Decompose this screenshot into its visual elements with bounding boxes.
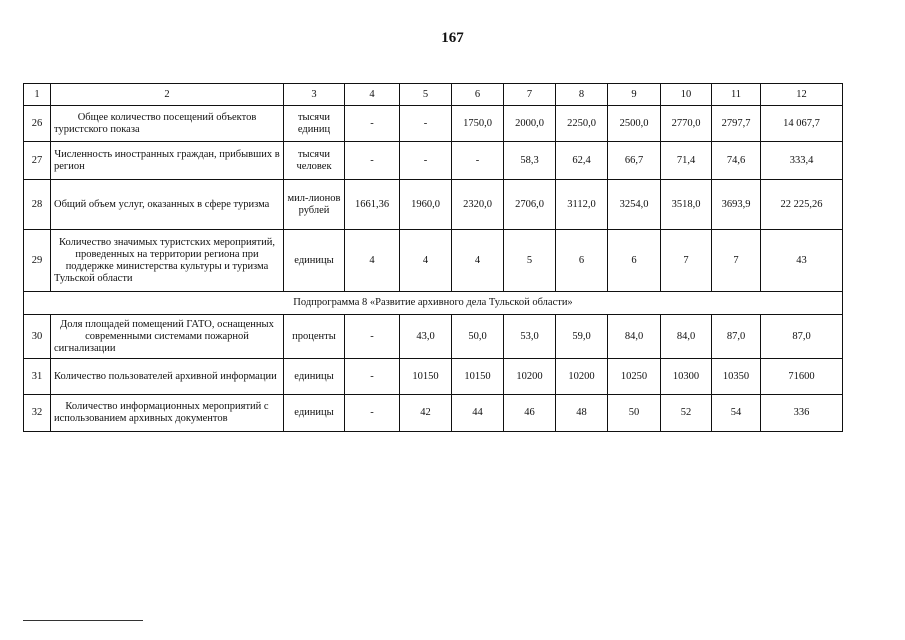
col-header: 1 [24,84,51,106]
value-cell: 1960,0 [400,180,452,230]
col-header: 8 [556,84,608,106]
value-cell: 4 [400,230,452,292]
value-cell: 3693,9 [712,180,761,230]
value-cell: 54 [712,395,761,432]
col-header: 2 [51,84,284,106]
value-cell: 7 [661,230,712,292]
value-cell: 43 [761,230,843,292]
value-cell: 2797,7 [712,106,761,142]
value-cell: 10300 [661,359,712,395]
value-cell: 3254,0 [608,180,661,230]
indicator-name: Общий объем услуг, оказанных в сфере туризма [51,180,284,230]
indicator-name: Количество пользователей архивной информации [51,359,284,395]
value-cell: 1750,0 [452,106,504,142]
value-cell: 71,4 [661,142,712,180]
page-number: 167 [441,30,464,46]
header-row [24,84,843,106]
indicator-name: Количество информационных мероприятий с использованием архивных документов [51,395,284,432]
indicator-name: Доля площадей помещений ГАТО, оснащенных современными системами пожарной сигнализации [51,315,284,359]
row-number: 30 [24,315,51,359]
value-cell: 66,7 [608,142,661,180]
value-cell: 84,0 [608,315,661,359]
value-cell: 59,0 [556,315,608,359]
unit: единицы [284,230,345,292]
value-cell: 42 [400,395,452,432]
value-cell: 2500,0 [608,106,661,142]
table-row [24,395,843,432]
value-cell: - [400,106,452,142]
value-cell: 6 [556,230,608,292]
value-cell: - [345,395,400,432]
unit: тысячи единиц [284,106,345,142]
value-cell: 10200 [556,359,608,395]
value-cell: 71600 [761,359,843,395]
value-cell: 2770,0 [661,106,712,142]
value-cell: 48 [556,395,608,432]
subprogram-row [24,292,843,315]
value-cell: - [345,359,400,395]
value-cell: 22 225,26 [761,180,843,230]
col-header: 4 [345,84,400,106]
value-cell: 10150 [452,359,504,395]
value-cell: 2250,0 [556,106,608,142]
value-cell: 50 [608,395,661,432]
value-cell: 58,3 [504,142,556,180]
value-cell: 3518,0 [661,180,712,230]
value-cell: 84,0 [661,315,712,359]
value-cell: - [345,142,400,180]
table-row [24,106,843,142]
value-cell: 5 [504,230,556,292]
value-cell: 87,0 [761,315,843,359]
value-cell: 2320,0 [452,180,504,230]
table-row [24,142,843,180]
value-cell: 62,4 [556,142,608,180]
subprogram-title: Подпрограмма 8 «Развитие архивного дела Тульской области» [24,292,843,315]
unit: мил-лионов рублей [284,180,345,230]
col-header: 12 [761,84,843,106]
value-cell: - [452,142,504,180]
value-cell: 10200 [504,359,556,395]
row-number: 28 [24,180,51,230]
row-number: 32 [24,395,51,432]
col-header: 9 [608,84,661,106]
value-cell: 53,0 [504,315,556,359]
value-cell: 4 [345,230,400,292]
table-row [24,230,843,292]
indicator-name: Численность иностранных граждан, прибывших в регион [51,142,284,180]
value-cell: 50,0 [452,315,504,359]
value-cell: 1661,36 [345,180,400,230]
unit: проценты [284,315,345,359]
col-header: 5 [400,84,452,106]
table-row [24,180,843,230]
value-cell: 7 [712,230,761,292]
col-header: 11 [712,84,761,106]
col-header: 6 [452,84,504,106]
unit: единицы [284,359,345,395]
value-cell: 14 067,7 [761,106,843,142]
col-header: 7 [504,84,556,106]
value-cell: 43,0 [400,315,452,359]
value-cell: 2000,0 [504,106,556,142]
value-cell: 10350 [712,359,761,395]
table-row [24,315,843,359]
value-cell: 46 [504,395,556,432]
unit: тысячи человек [284,142,345,180]
col-header: 3 [284,84,345,106]
row-number: 27 [24,142,51,180]
value-cell: 2706,0 [504,180,556,230]
unit: единицы [284,395,345,432]
footnote-divider [23,620,143,621]
value-cell: 4 [452,230,504,292]
value-cell: 333,4 [761,142,843,180]
value-cell: 44 [452,395,504,432]
value-cell: 52 [661,395,712,432]
indicator-name: Количество значимых туристских мероприятий, проведенных на территории региона при поддержке министерства культуры и туризма Тульской области [51,230,284,292]
col-header: 10 [661,84,712,106]
value-cell: 10250 [608,359,661,395]
indicators-table [23,83,843,432]
value-cell: - [400,142,452,180]
row-number: 26 [24,106,51,142]
value-cell: - [345,106,400,142]
indicator-name: Общее количество посещений объектов туристского показа [51,106,284,142]
value-cell: 6 [608,230,661,292]
value-cell: 10150 [400,359,452,395]
value-cell: 3112,0 [556,180,608,230]
table-row [24,359,843,395]
value-cell: 87,0 [712,315,761,359]
value-cell: 336 [761,395,843,432]
row-number: 31 [24,359,51,395]
value-cell: - [345,315,400,359]
value-cell: 74,6 [712,142,761,180]
row-number: 29 [24,230,51,292]
